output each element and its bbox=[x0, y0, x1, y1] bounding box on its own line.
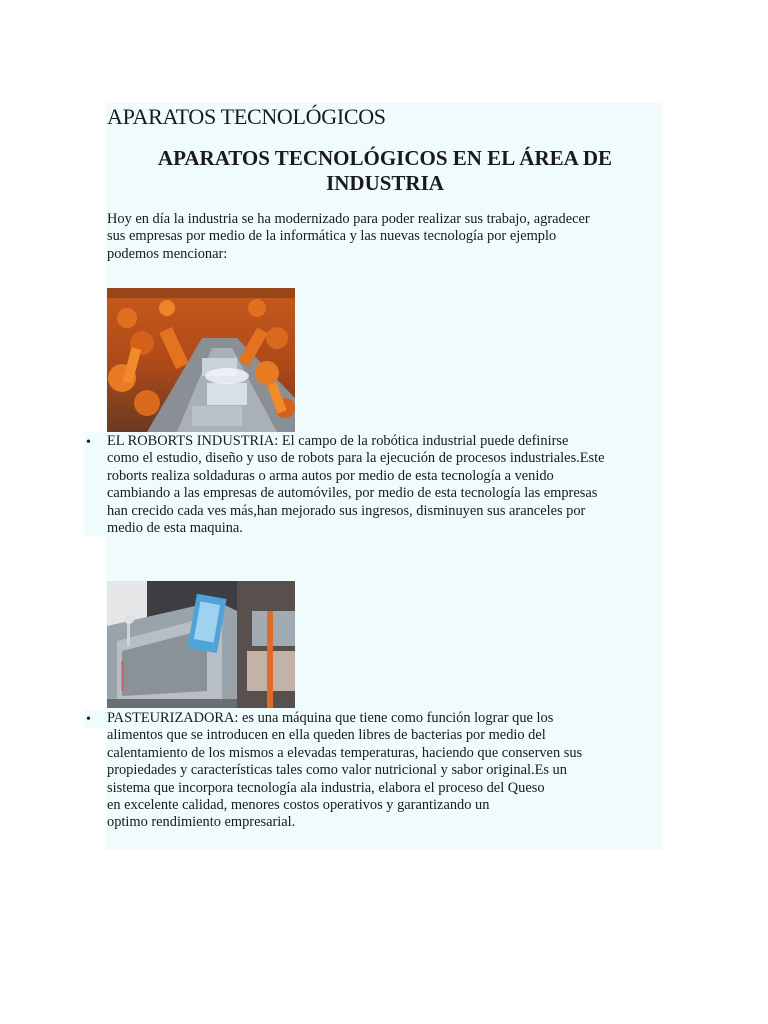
text-line: EL ROBORTS INDUSTRIA: El campo de la robótica industrial puede definirse bbox=[107, 433, 569, 449]
text-line: optimo rendimiento empresarial. bbox=[107, 814, 296, 831]
text-line: sistema que incorpora tecnología ala industria, elabora el proceso del Queso bbox=[107, 779, 545, 796]
robots-paragraph bbox=[107, 433, 663, 537]
text-line: PASTEURIZADORA: es una máquina que tiene como función lograr que los bbox=[107, 710, 554, 726]
text-line: podemos mencionar: bbox=[107, 245, 228, 262]
text-line: alimentos que se introducen en ella queden libres de bacterias por medio del bbox=[107, 727, 546, 744]
text-line: propiedades y características tales como valor nutricional y sabor original.Es un bbox=[107, 762, 567, 779]
section-heading bbox=[107, 146, 663, 196]
pasteurizer-image bbox=[107, 581, 295, 708]
section-heading-line: INDUSTRIA bbox=[326, 171, 444, 195]
text-line: sus empresas por medio de la informática y las nuevas tecnología por ejemplo bbox=[107, 228, 557, 245]
text-line: medio de esta maquina. bbox=[107, 520, 243, 537]
intro-paragraph bbox=[107, 211, 663, 263]
text-line: Hoy en día la industria se ha modernizado para poder realizar sus trabajo, agradecer bbox=[107, 211, 590, 227]
industrial-robots-image bbox=[107, 288, 295, 432]
text-line: han crecido cada ves más,han mejorado sus ingresos, disminuyen sus aranceles por bbox=[107, 502, 586, 519]
text-line: calentamiento de los mismos a elevadas temperaturas, haciendo que conserven sus bbox=[107, 744, 583, 761]
section-heading-line: APARATOS TECNOLÓGICOS EN EL ÁREA DE bbox=[157, 146, 613, 170]
pasteurizer-paragraph bbox=[107, 710, 663, 832]
text-line: cambiando a las empresas de automóviles, por medio de esta tecnología las empresas bbox=[107, 485, 598, 502]
page-title: APARATOS TECNOLÓGICOS bbox=[107, 104, 386, 129]
bullet-marker: • bbox=[86, 712, 91, 727]
text-line: roborts realiza soldaduras o arma autos por medio de esta tecnología a venido bbox=[107, 467, 554, 484]
text-line: en excelente calidad, menores costos operativos y garantizando un bbox=[107, 797, 490, 814]
text-line: como el estudio, diseño y uso de robots para la ejecución de procesos industriales.Este bbox=[107, 450, 605, 467]
bullet-marker: • bbox=[86, 435, 91, 450]
